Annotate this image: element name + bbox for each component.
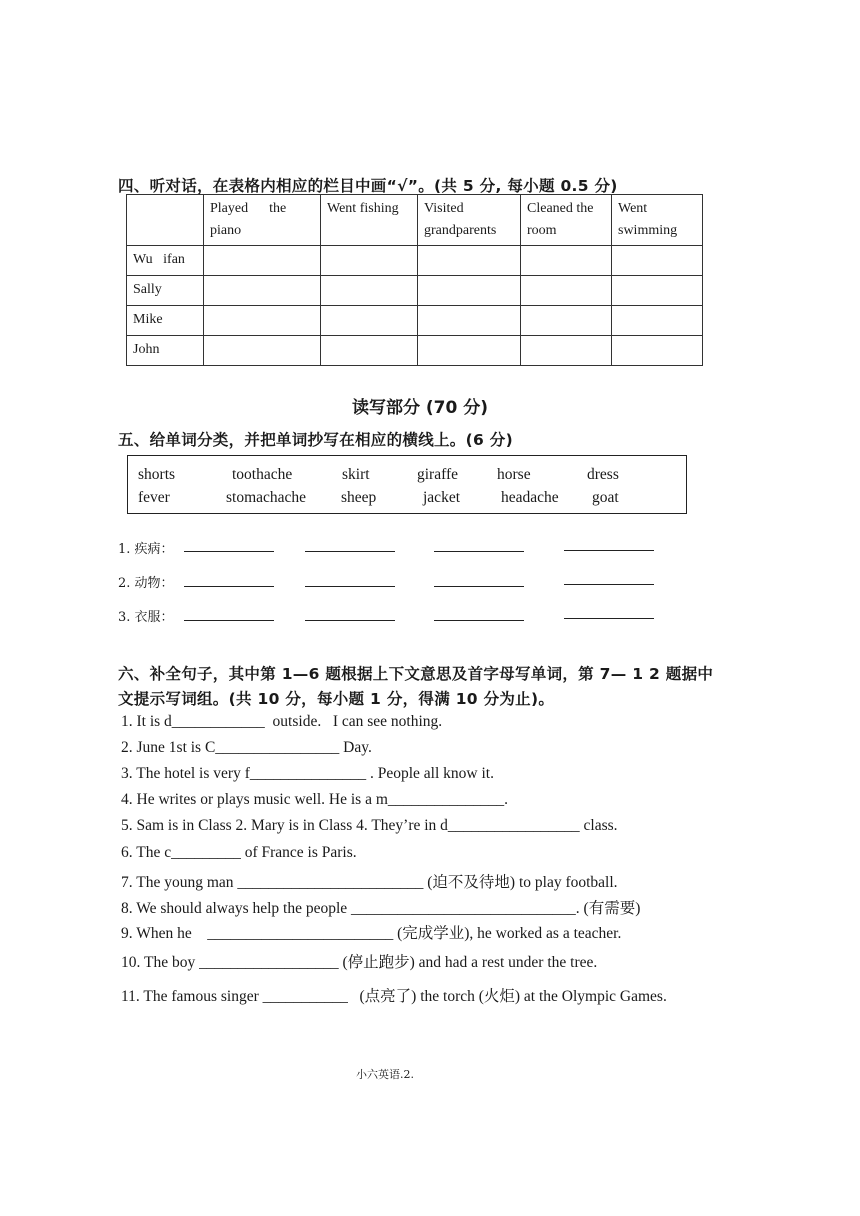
table-cell[interactable] bbox=[321, 306, 418, 336]
answer-blank[interactable] bbox=[564, 550, 654, 551]
table-row bbox=[127, 276, 703, 306]
section4-heading: 四、听对话，在表格内相应的栏目中画“√”。(共 5 分, 每小题 0.5 分) bbox=[118, 177, 618, 195]
sentence-item: 8. We should always help the people _____________________________. (有需要) bbox=[121, 900, 641, 917]
table-cell[interactable] bbox=[612, 306, 703, 336]
sentence-item: 6. The c_________ of France is Paris. bbox=[121, 844, 357, 861]
table-header-cell: Went swimming bbox=[612, 195, 703, 246]
word-bank-item: shorts bbox=[138, 466, 176, 483]
sentence-item: 5. Sam is in Class 2. Mary is in Class 4. They’re in d_________________ class. bbox=[121, 817, 618, 834]
table-header-row bbox=[127, 195, 703, 246]
page-footer: 小六英语.2. bbox=[356, 1068, 414, 1081]
word-bank-item: goat bbox=[592, 489, 619, 506]
sentence-item: 11. The famous singer ___________ (点亮了) the torch (火炬) at the Olympic Games. bbox=[121, 988, 667, 1005]
table-row-name: Wu ifan bbox=[127, 246, 204, 276]
answer-blank[interactable] bbox=[564, 584, 654, 585]
sentence-item: 9. When he ________________________ (完成学业), he worked as a teacher. bbox=[121, 925, 622, 942]
part-title: 读写部分 (70 分) bbox=[351, 398, 489, 418]
answer-blank[interactable] bbox=[434, 620, 524, 621]
table-cell[interactable] bbox=[321, 246, 418, 276]
table-cell[interactable] bbox=[204, 336, 321, 366]
table-row bbox=[127, 336, 703, 366]
table-cell[interactable] bbox=[521, 306, 612, 336]
word-bank-item: stomachache bbox=[226, 489, 307, 506]
table-cell[interactable] bbox=[521, 276, 612, 306]
answer-blank[interactable] bbox=[184, 620, 274, 621]
answer-blank[interactable] bbox=[305, 620, 395, 621]
word-bank-item: horse bbox=[497, 466, 531, 483]
answer-blank[interactable] bbox=[184, 586, 274, 587]
listening-table bbox=[126, 194, 703, 366]
section5-heading: 五、给单词分类，并把单词抄写在相应的横线上。(6 分) bbox=[118, 431, 513, 449]
category-label: 1. 疾病： bbox=[118, 542, 174, 557]
table-row-name: Sally bbox=[127, 276, 204, 306]
table-cell[interactable] bbox=[612, 336, 703, 366]
table-header-cell bbox=[127, 195, 204, 246]
table-cell[interactable] bbox=[321, 276, 418, 306]
word-bank-item: sheep bbox=[341, 489, 377, 506]
table-cell[interactable] bbox=[204, 276, 321, 306]
table-header-cell: Visited grandparents bbox=[418, 195, 521, 246]
table-cell[interactable] bbox=[418, 246, 521, 276]
table-row bbox=[127, 246, 703, 276]
table-cell[interactable] bbox=[521, 246, 612, 276]
section6-heading-line2: 文提示写词组。(共 10 分，每小题 1 分，得满 10 分为止)。 bbox=[118, 690, 555, 708]
category-label: 3. 衣服： bbox=[118, 610, 174, 625]
table-cell[interactable] bbox=[521, 336, 612, 366]
table-header-cell: Played the piano bbox=[204, 195, 321, 246]
sentence-item: 1. It is d____________ outside. I can see nothing. bbox=[121, 713, 443, 730]
sentence-item: 7. The young man ________________________ (迫不及待地) to play football. bbox=[121, 874, 618, 891]
answer-blank[interactable] bbox=[564, 618, 654, 619]
answer-blank[interactable] bbox=[434, 551, 524, 552]
word-bank-item: headache bbox=[501, 489, 559, 506]
table-cell[interactable] bbox=[204, 246, 321, 276]
table-cell[interactable] bbox=[418, 306, 521, 336]
section6-heading-line1: 六、补全句子，其中第 1—6 题根据上下文意思及首字母写单词，第 7— 1 2 题据中 bbox=[118, 665, 714, 683]
table-cell[interactable] bbox=[612, 246, 703, 276]
table-header-cell: Went fishing bbox=[321, 195, 418, 246]
sentence-item: 4. He writes or plays music well. He is a m_______________. bbox=[121, 791, 509, 808]
answer-blank[interactable] bbox=[305, 586, 395, 587]
table-row-name: John bbox=[127, 336, 204, 366]
word-bank-item: giraffe bbox=[417, 466, 459, 483]
word-bank-item: dress bbox=[587, 466, 619, 483]
word-bank-item: toothache bbox=[232, 466, 293, 483]
answer-blank[interactable] bbox=[434, 586, 524, 587]
table-header-cell: Cleaned the room bbox=[521, 195, 612, 246]
word-bank-item: jacket bbox=[423, 489, 461, 506]
table-cell[interactable] bbox=[418, 336, 521, 366]
table-row-name: Mike bbox=[127, 306, 204, 336]
sentence-item: 3. The hotel is very f_______________ . People all know it. bbox=[121, 765, 494, 782]
table-cell[interactable] bbox=[204, 306, 321, 336]
answer-blank[interactable] bbox=[184, 551, 274, 552]
category-label: 2. 动物： bbox=[118, 576, 174, 591]
table-row bbox=[127, 306, 703, 336]
table-cell[interactable] bbox=[418, 276, 521, 306]
table-cell[interactable] bbox=[612, 276, 703, 306]
answer-blank[interactable] bbox=[305, 551, 395, 552]
sentence-item: 10. The boy __________________ (停止跑步) and had a rest under the tree. bbox=[121, 954, 598, 971]
sentence-item: 2. June 1st is C________________ Day. bbox=[121, 739, 372, 756]
word-bank-item: skirt bbox=[342, 466, 370, 483]
table-cell[interactable] bbox=[321, 336, 418, 366]
word-bank-item: fever bbox=[138, 489, 170, 506]
